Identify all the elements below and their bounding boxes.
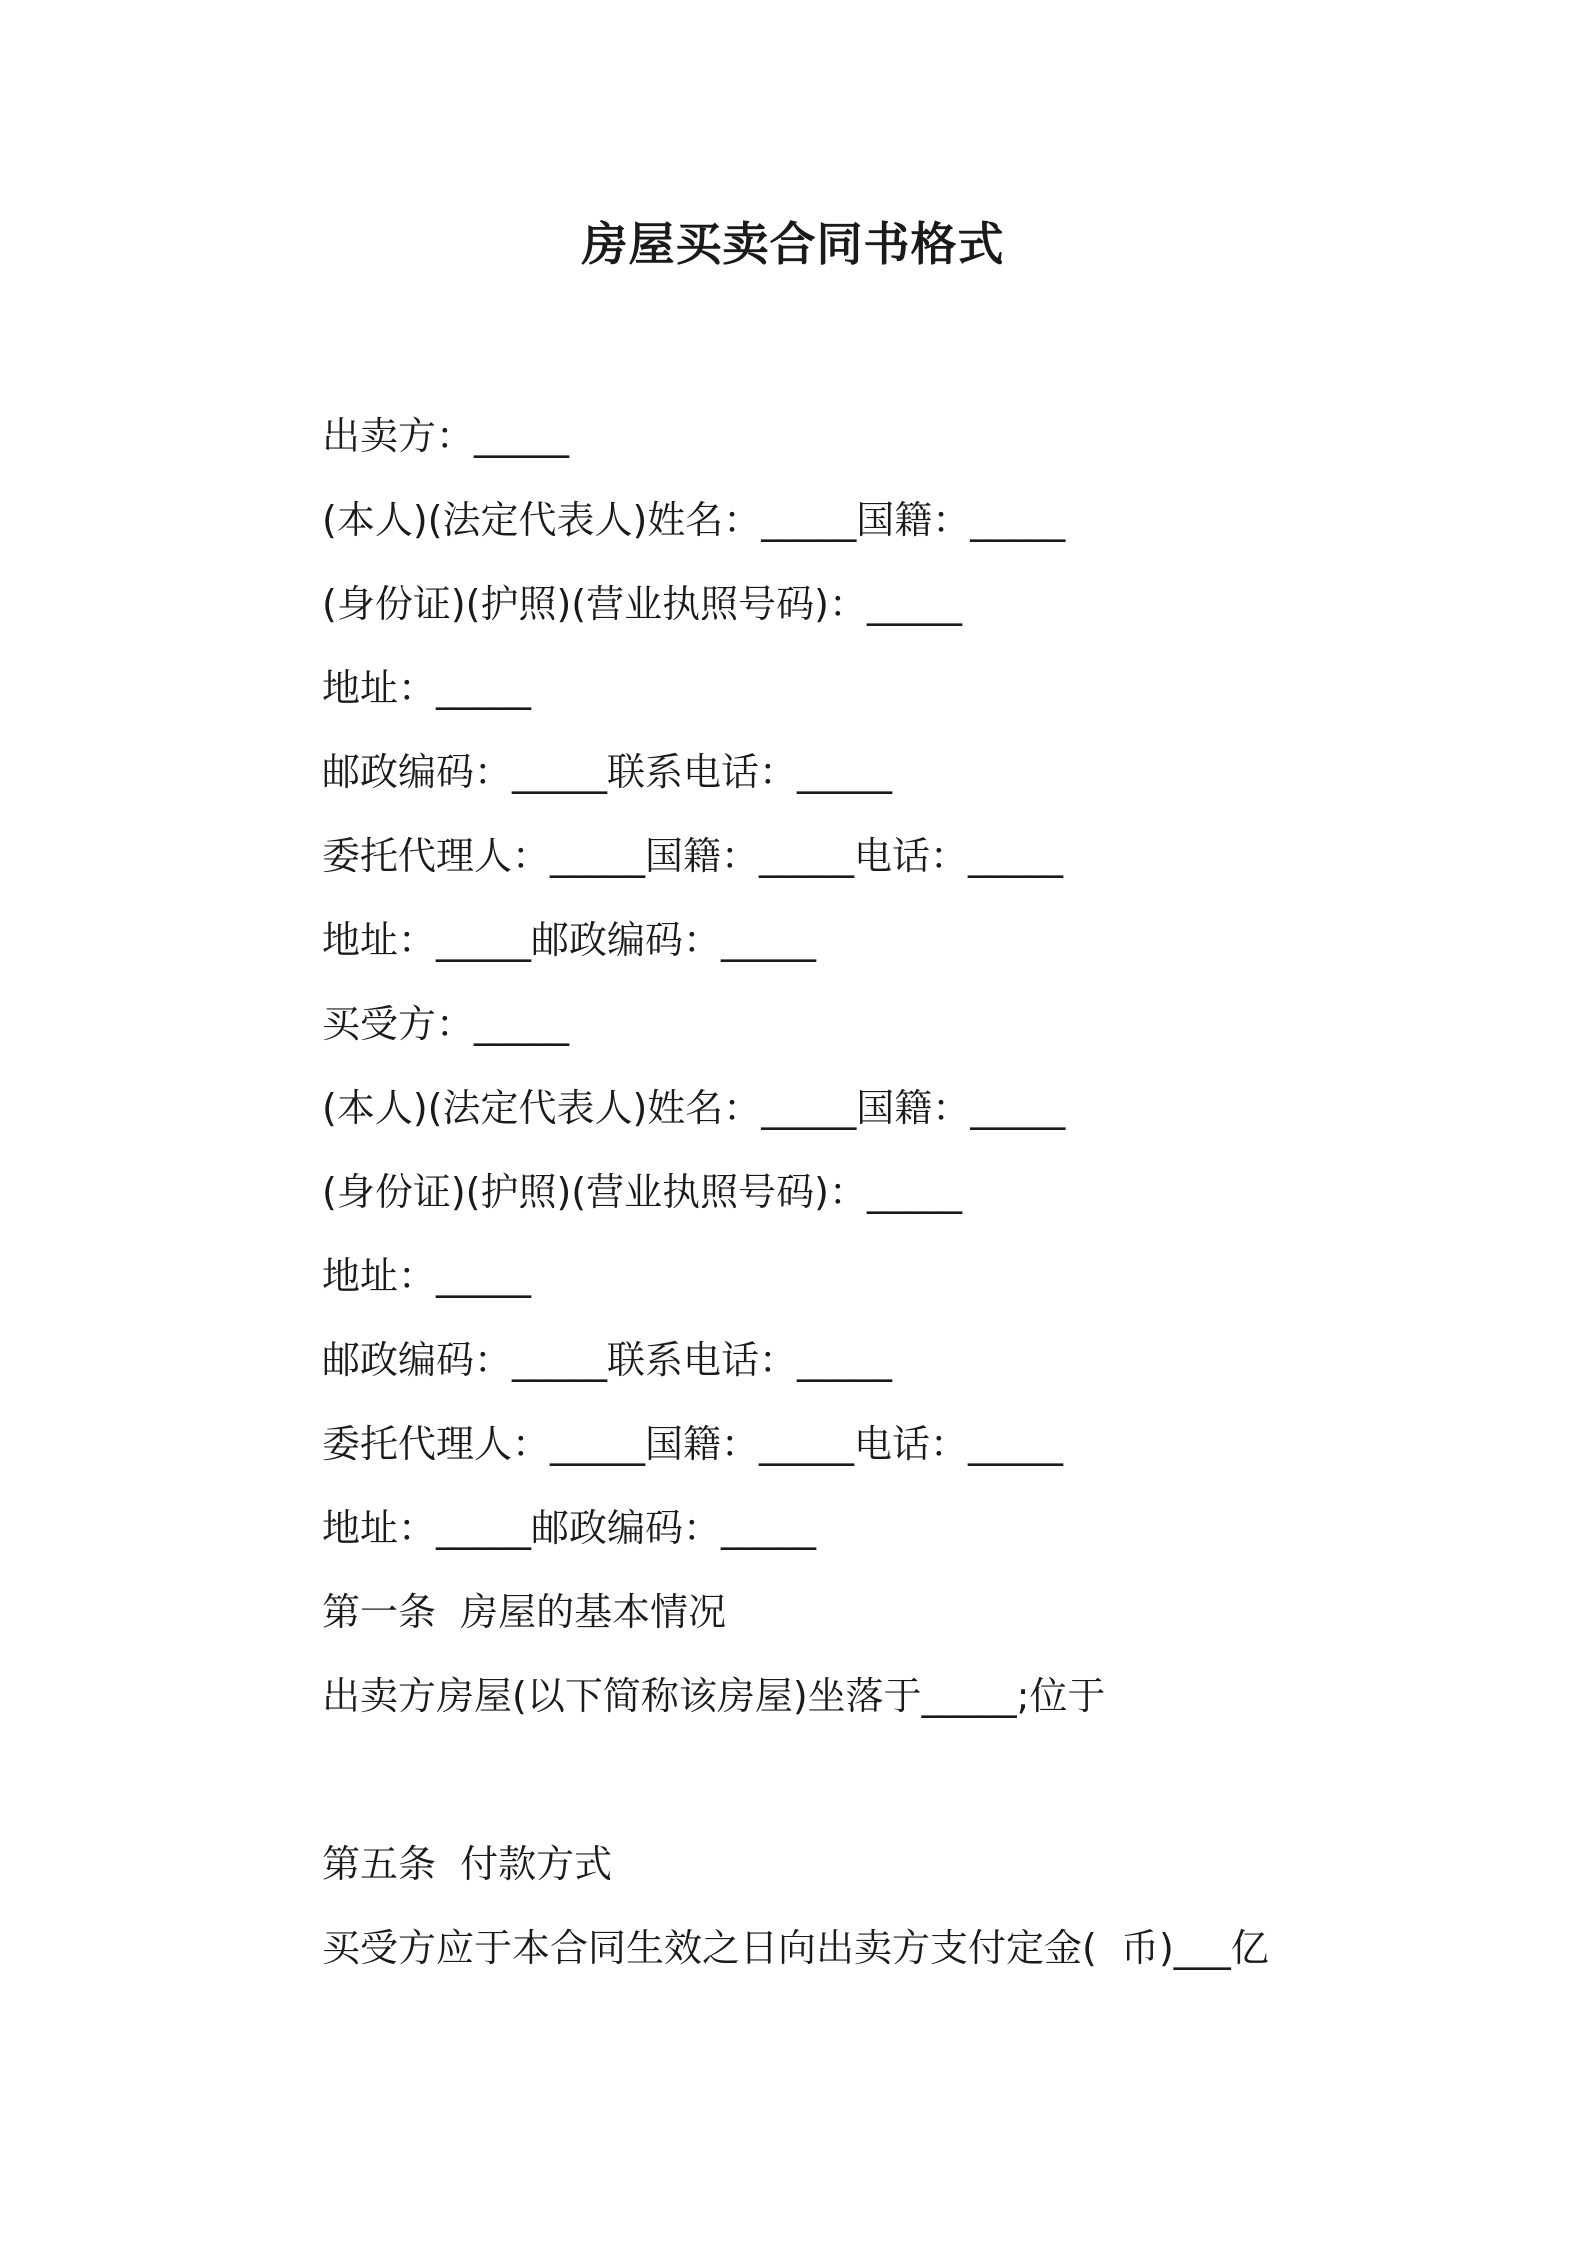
- article-5-text: 买受方应于本合同生效之日向出卖方支付定金( 币)___亿: [322, 1926, 1269, 1970]
- buyer-label-line: 买受方：_____: [322, 1002, 570, 1046]
- article-1-text: 出卖方房屋(以下简称该房屋)坐落于_____;位于: [322, 1674, 1106, 1718]
- buyer-agent-address-line: 地址：_____邮政编码：_____: [322, 1506, 817, 1550]
- seller-label-line: 出卖方：_____: [322, 414, 570, 458]
- seller-id-line: (身份证)(护照)(营业执照号码)：_____: [322, 582, 962, 626]
- seller-name-nationality-line: (本人)(法定代表人)姓名：_____国籍：_____: [322, 498, 1066, 542]
- seller-postcode-phone-line: 邮政编码：_____联系电话：_____: [322, 750, 893, 794]
- article-5-heading: 第五条 付款方式: [322, 1842, 613, 1886]
- document-title: 房屋买卖合同书格式: [581, 217, 1005, 271]
- seller-agent-address-line: 地址：_____邮政编码：_____: [322, 918, 817, 962]
- seller-agent-line: 委托代理人：_____国籍：_____电话：_____: [322, 834, 1064, 878]
- article-1-heading: 第一条 房屋的基本情况: [322, 1590, 727, 1634]
- buyer-id-line: (身份证)(护照)(营业执照号码)：_____: [322, 1170, 962, 1214]
- buyer-postcode-phone-line: 邮政编码：_____联系电话：_____: [322, 1338, 893, 1382]
- buyer-address-line: 地址：_____: [322, 1254, 532, 1298]
- buyer-name-nationality-line: (本人)(法定代表人)姓名：_____国籍：_____: [322, 1086, 1066, 1130]
- buyer-agent-line: 委托代理人：_____国籍：_____电话：_____: [322, 1422, 1064, 1466]
- seller-address-line: 地址：_____: [322, 666, 532, 710]
